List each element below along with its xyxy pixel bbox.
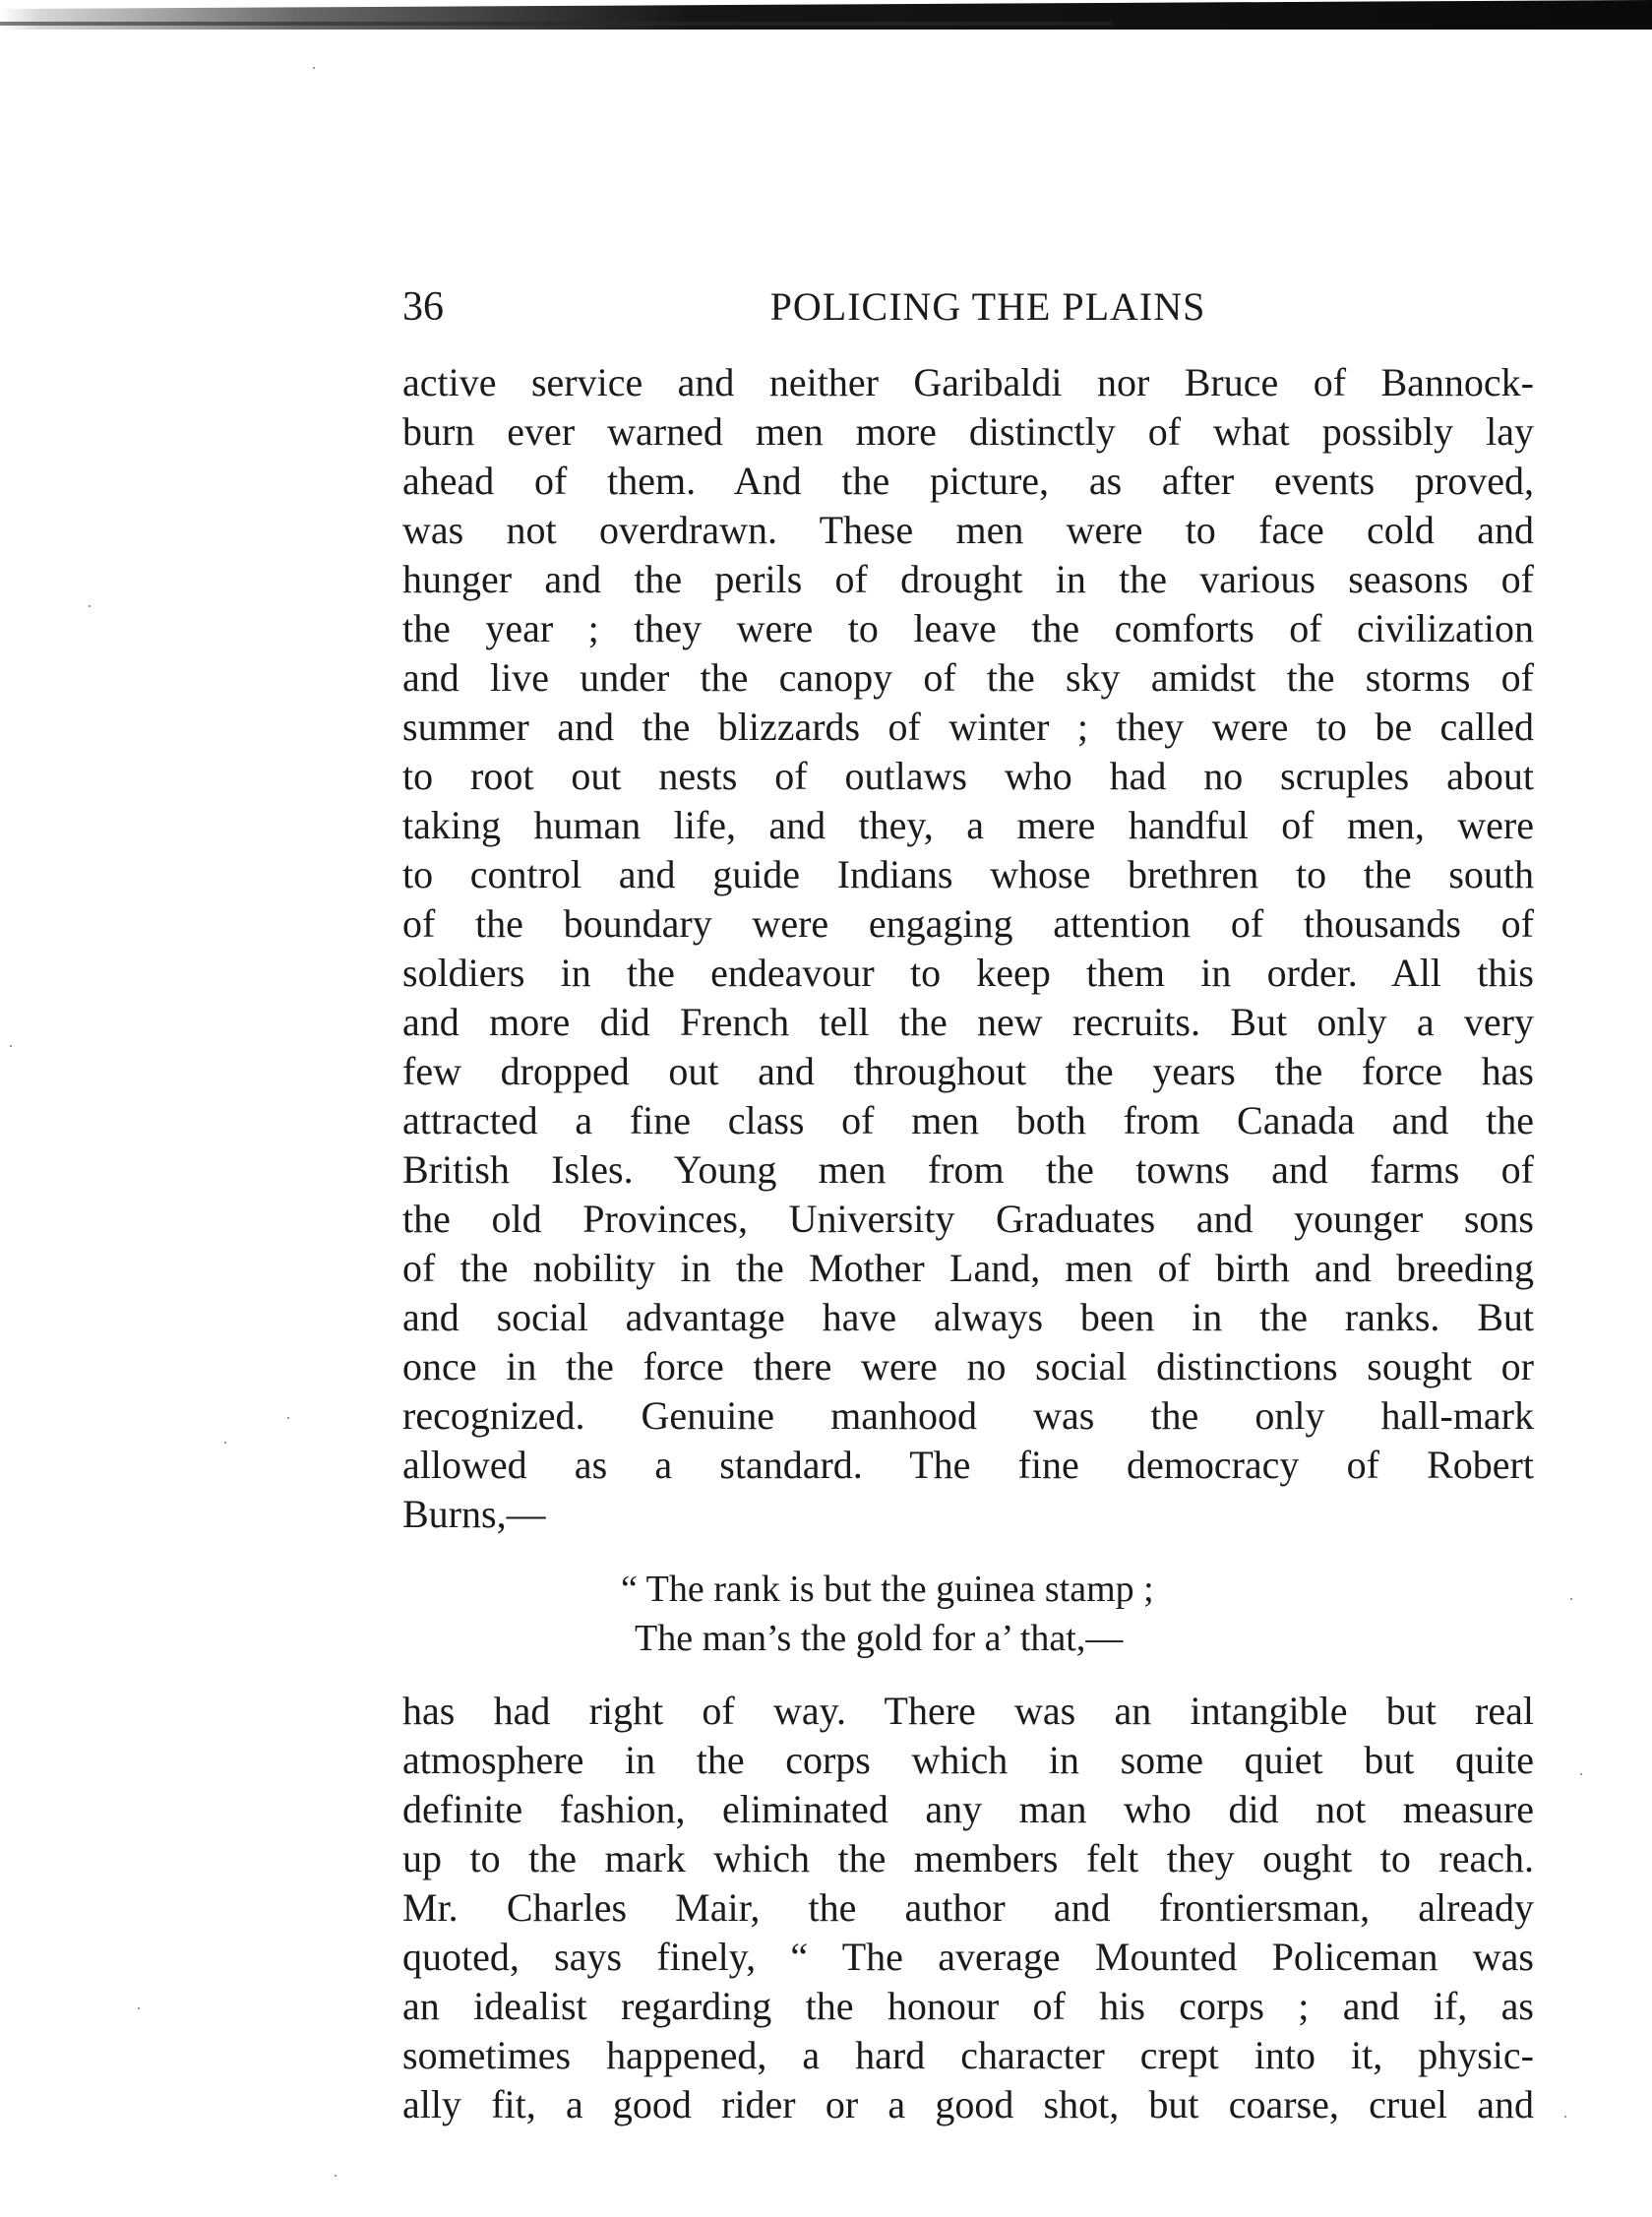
scan-speck <box>89 605 91 607</box>
text-line: soldiers in the endeavour to keep them in order. All this <box>402 951 1534 995</box>
text-line: and social advantage have always been in the ranks. But <box>402 1295 1534 1339</box>
text-line: an idealist regarding the honour of his corps ; and if, as <box>402 1984 1534 2028</box>
poem-quote <box>402 1565 1534 1663</box>
scan-speck <box>335 2175 337 2177</box>
text-line: active service and neither Garibaldi nor Bruce of Bannock- <box>402 360 1534 404</box>
scan-edge-line <box>0 22 1112 26</box>
text-line: Mr. Charles Mair, the author and frontiersman, already <box>402 1885 1534 1930</box>
text-line: attracted a fine class of men both from Canada and the <box>402 1098 1534 1142</box>
text-line: sometimes happened, a hard character crept into it, physic- <box>402 2033 1534 2077</box>
scan-speck <box>287 1417 289 1419</box>
text-line: recognized. Genuine manhood was the only hall-mark <box>402 1393 1534 1438</box>
text-line: hunger and the perils of drought in the various seasons of <box>402 557 1534 601</box>
scan-speck <box>1570 1598 1572 1600</box>
text-line: to root out nests of outlaws who had no scruples about <box>402 754 1534 798</box>
text-line: of the nobility in the Mother Land, men of birth and breeding <box>402 1246 1534 1290</box>
scan-speck <box>138 2007 140 2009</box>
text-line: few dropped out and throughout the years the force has <box>402 1049 1534 1093</box>
text-line: ahead of them. And the picture, as after events proved, <box>402 459 1534 503</box>
text-line: has had right of way. There was an intangible but real <box>402 1689 1534 1733</box>
running-title: POLICING THE PLAINS <box>769 284 1206 329</box>
text-line: quoted, says finely, “ The average Mounted Policeman was <box>402 1935 1534 1979</box>
text-line: and more did French tell the new recruits. But only a very <box>402 1000 1534 1044</box>
poem-line: “ The rank is but the guinea stamp ; <box>621 1569 1154 1610</box>
poem-line: The man’s the gold for a’ that,— <box>635 1618 1124 1659</box>
text-line: once in the force there were no social distinctions sought or <box>402 1344 1534 1388</box>
book-page <box>402 277 1534 2129</box>
scan-speck <box>224 1442 226 1444</box>
text-line: summer and the blizzards of winter ; they were to be called <box>402 705 1534 749</box>
text-line: the year ; they were to leave the comforts of civilization <box>402 606 1534 650</box>
text-line: allowed as a standard. The fine democracy of Robert <box>402 1443 1534 1487</box>
text-line: British Isles. Young men from the towns and farms of <box>402 1147 1534 1192</box>
text-line: definite fashion, eliminated any man who did not measure <box>402 1787 1534 1831</box>
text-line: up to the mark which the members felt they ought to reach. <box>402 1836 1534 1880</box>
text-line: and live under the canopy of the sky amidst the storms of <box>402 655 1534 700</box>
page-number: 36 <box>402 284 444 330</box>
text-line: the old Provinces, University Graduates and younger sons <box>402 1197 1534 1241</box>
text-line: ally fit, a good rider or a good shot, but coarse, cruel and <box>402 2082 1534 2126</box>
text-line: taking human life, and they, a mere handful of men, were <box>402 803 1534 847</box>
paragraph-2 <box>402 1687 1534 2129</box>
text-line: to control and guide Indians whose brethren to the south <box>402 852 1534 896</box>
running-head <box>402 277 1534 337</box>
text-line: of the boundary were engaging attention of thousands of <box>402 901 1534 946</box>
text-line: was not overdrawn. These men were to face cold and <box>402 508 1534 552</box>
scan-speck <box>1580 1773 1582 1775</box>
text-line: Burns,— <box>402 1492 546 1536</box>
text-line: atmosphere in the corps which in some quiet but quite <box>402 1738 1534 1782</box>
text-line: burn ever warned men more distinctly of what possibly lay <box>402 409 1534 454</box>
scan-speck <box>10 1045 12 1047</box>
paragraph-1 <box>402 358 1534 1539</box>
scan-speck <box>1564 2116 1566 2118</box>
scan-speck <box>313 67 315 69</box>
